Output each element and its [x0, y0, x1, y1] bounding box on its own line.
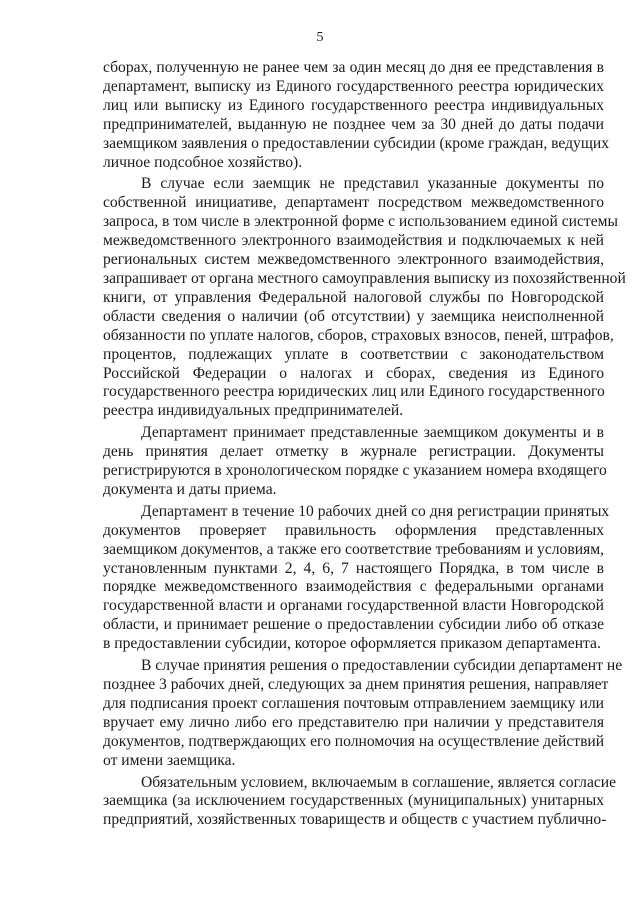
- text-line: запроса, в том числе в электронной форме с использованием единой системы: [103, 213, 618, 231]
- text-line: позднее 3 рабочих дней, следующих за днем принятия решения, направляет: [103, 676, 609, 693]
- paragraph: [103, 657, 623, 770]
- text-line: государственной власти и органами государственной власти Новгородской: [103, 597, 604, 615]
- text-line: запрашивает от органа местного самоуправления выписку из похозяйственной: [103, 269, 626, 287]
- document-body: [103, 59, 626, 833]
- text-line: вручает ему лично либо его представителю при наличии у представителя: [103, 713, 604, 731]
- text-line: в предоставлении субсидии, которое оформляется приказом департамента.: [103, 635, 601, 653]
- text-line: области, и принимает решение о предоставлении субсидии либо об отказе: [103, 616, 604, 634]
- text-line: региональных систем межведомственного электронного взаимодействия,: [103, 251, 604, 269]
- text-line: области сведения о наличии (об отсутствии) у заемщика неисполненной: [103, 307, 604, 325]
- text-line: собственной инициативе, департамент посредством межведомственного: [103, 194, 604, 212]
- text-line: регистрируются в хронологическом порядке с указанием номера входящего: [103, 462, 607, 480]
- text-line: личное подсобное хозяйство).: [103, 153, 303, 171]
- text-line: заемщика (за исключением государственных (муниципальных) унитарных: [103, 792, 604, 810]
- text-line: процентов, подлежащих уплате в соответствии с законодательством: [103, 345, 604, 363]
- text-line: Департамент в течение 10 рабочих дней со дня регистрации принятых: [141, 502, 610, 520]
- text-line: предпринимателей, выданную не позднее чем за 30 дней до даты подачи: [103, 115, 604, 133]
- text-line: Обязательным условием, включаемым в соглашение, является согласие: [141, 773, 617, 791]
- text-line: сборах, полученную не ранее чем за один месяц до дня ее представления в: [103, 59, 604, 76]
- text-line: лиц или выписку из Единого государственного реестра индивидуальных: [103, 96, 604, 114]
- paragraph: [103, 175, 626, 421]
- text-line: документа и даты приема.: [103, 480, 277, 498]
- text-line: день принятия делает отметку в журнале регистрации. Документы: [103, 443, 604, 461]
- text-line: для подписания проект соглашения почтовым отправлением заемщику или: [103, 694, 604, 712]
- paragraph: [103, 59, 609, 172]
- text-line: предприятий, хозяйственных товариществ и обществ с участием публично-: [103, 811, 607, 829]
- text-line: обязанности по уплате налогов, сборов, страховых взносов, пеней, штрафов,: [103, 326, 614, 344]
- text-line: В случае принятия решения о предоставлении субсидии департамент не: [141, 657, 623, 675]
- paragraph: [103, 424, 607, 500]
- text-line: заемщиком заявления о предоставлении субсидии (кроме граждан, ведущих: [103, 134, 609, 152]
- text-line: от имени заемщика.: [103, 751, 236, 769]
- text-line: межведомственного электронного взаимодействия и подключаемых к ней: [103, 232, 604, 250]
- text-line: реестра индивидуальных предпринимателей.: [103, 402, 404, 420]
- text-line: департамент, выписку из Единого государственного реестра юридических: [103, 77, 604, 95]
- page-number: 5: [316, 30, 324, 45]
- text-line: Российской Федерации о налогах и сборах, сведения из Единого: [103, 364, 604, 382]
- text-line: порядке межведомственного взаимодействия с федеральными органами: [103, 578, 604, 596]
- text-line: книги, от управления Федеральной налоговой службы по Новгородской: [103, 288, 604, 306]
- paragraph: [103, 773, 617, 831]
- paragraph: [103, 502, 610, 654]
- text-line: государственного реестра юридических лиц или Единого государственного: [103, 383, 605, 401]
- text-line: В случае если заемщик не представил указанные документы по: [141, 175, 604, 193]
- text-line: документов проверяет правильность оформления представленных: [103, 521, 604, 539]
- text-line: Департамент принимает представленные заемщиком документы и в: [141, 424, 604, 442]
- text-line: документов, подтверждающих его полномочия на осуществление действий: [103, 732, 605, 750]
- text-line: установленным пунктами 2, 4, 6, 7 настоящего Порядка, в том числе в: [103, 559, 604, 577]
- text-line: заемщиком документов, а также его соответствие требованиям и условиям,: [103, 540, 604, 558]
